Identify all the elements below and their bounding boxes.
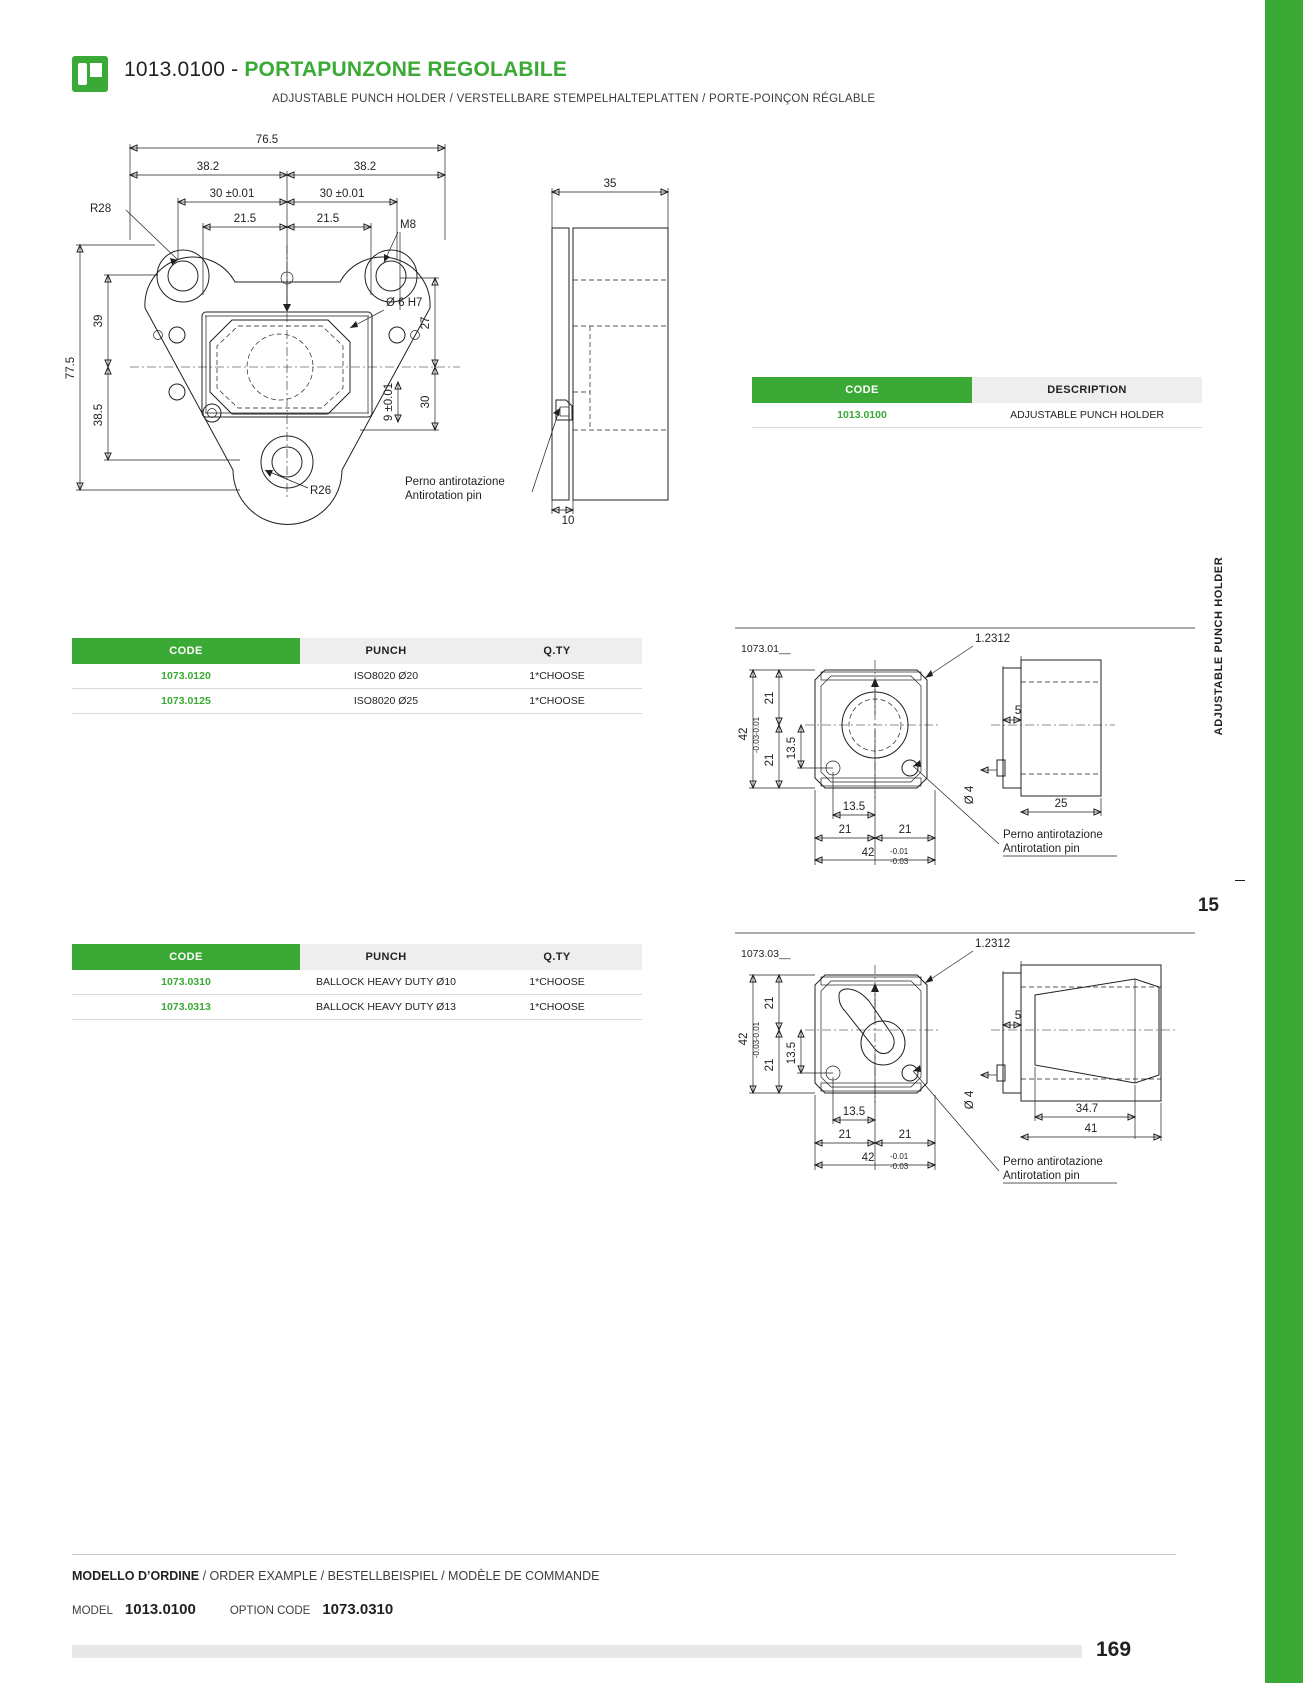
detail2-dim-21-bl: 21 [838, 1129, 852, 1141]
side-green-band [1265, 0, 1303, 1683]
side-divider [1235, 880, 1245, 881]
footer-order-example-it: MODELLO D’ORDINE [72, 1569, 200, 1583]
detail2-dim-length-inner: 34.7 [1075, 1103, 1099, 1115]
page-title-code: 1013.0100 - [124, 58, 245, 81]
punch1-row0-qty: 1*CHOOSE [472, 664, 642, 689]
page-title-name: PORTAPUNZONE REGOLABILE [244, 58, 568, 81]
footer-order-example [72, 1569, 599, 1583]
detail1-tol-dn-left: -0.03 [752, 734, 761, 754]
detail2-dim-length-total: 41 [1084, 1123, 1098, 1135]
detail2-dim-21-bottom: 21 [764, 1058, 776, 1072]
dim-depth-30: 30 [420, 395, 432, 409]
dim-thread-m8: M8 [400, 219, 416, 231]
detail1-dim-length: 25 [1054, 798, 1068, 810]
page-subtitle: ADJUSTABLE PUNCH HOLDER / VERSTELLBARE STEMPELHALTEPLATTEN / PORTE-POINÇON RÉGLABLE [272, 93, 876, 105]
detail-drawing-2 [735, 925, 1205, 1225]
dim-overall-width: 76.5 [255, 134, 279, 146]
detail2-dim-corner: 1.2312 [975, 938, 1011, 950]
dim-radius-top: R28 [90, 203, 112, 215]
detail1-dim-42-bottom: 42 [861, 847, 875, 859]
detail2-dim-135-left: 13.5 [786, 1041, 798, 1065]
detail2-tol-dn-left: -0.03 [752, 1039, 761, 1059]
detail1-tol-dn-bottom: -0.03 [890, 857, 909, 866]
desc-header-description: DESCRIPTION [972, 377, 1202, 403]
table-row [72, 689, 642, 714]
detail1-dim-step: 5 [1014, 705, 1022, 717]
dim-side-step: 10 [561, 515, 575, 527]
dim-height-upper: 39 [93, 314, 105, 328]
detail1-ref-code: 1073.01__ [741, 643, 791, 655]
dim-height-total: 77.5 [65, 356, 77, 380]
detail1-dim-pin-dia: Ø 4 [964, 785, 976, 805]
dim-depth-27: 27 [420, 316, 432, 330]
dim-tol-right: 30 ±0.01 [319, 188, 365, 200]
desc-cell-code: 1013.0100 [752, 403, 972, 428]
footer-model-line [72, 1601, 393, 1618]
main-drawing [60, 130, 720, 550]
dim-half-left: 38.2 [196, 161, 220, 173]
dim-pocket-tol: 9 ±0.01 [383, 382, 395, 422]
desc-header-code: CODE [752, 377, 972, 403]
detail2-dim-42-left: 42 [738, 1032, 750, 1046]
detail1-note-en: Antirotation pin [1003, 843, 1080, 855]
punch1-header-punch: PUNCH [300, 638, 472, 664]
punch-table-2 [72, 944, 642, 1020]
detail-drawing-1 [735, 620, 1205, 920]
punch1-row0-punch: ISO8020 Ø20 [300, 664, 472, 689]
punch1-row0-code: 1073.0120 [72, 664, 300, 689]
detail1-tol-up-left: -0.01 [752, 716, 761, 736]
punch1-header-code: CODE [72, 638, 300, 664]
footer-page-number: 169 [1096, 1638, 1132, 1661]
detail1-dim-21-bottom: 21 [764, 753, 776, 767]
punch2-header-code: CODE [72, 944, 300, 970]
footer-order-example-langs: / ORDER EXAMPLE / BESTELLBEISPIEL / MODÈLE DE COMMANDE [199, 1569, 600, 1583]
punch1-row1-code: 1073.0125 [72, 689, 300, 714]
punch2-row0-qty: 1*CHOOSE [472, 970, 642, 995]
table-row [752, 403, 1202, 428]
detail2-note-it: Perno antirotazione [1003, 1156, 1103, 1168]
page-title [124, 58, 567, 82]
detail2-dim-pin-dia: Ø 4 [964, 1090, 976, 1110]
description-table [752, 377, 1202, 428]
detail1-dim-135-left: 13.5 [786, 736, 798, 760]
punch2-header-qty: Q.TY [472, 944, 642, 970]
detail1-dim-21-br: 21 [898, 824, 912, 836]
table-row [72, 995, 642, 1020]
dim-inner-left: 21.5 [233, 213, 257, 225]
note-antirotation-en: Antirotation pin [405, 490, 482, 502]
footer-model-label: MODEL [72, 1605, 113, 1617]
desc-cell-description: ADJUSTABLE PUNCH HOLDER [972, 403, 1202, 428]
punch2-row1-qty: 1*CHOOSE [472, 995, 642, 1020]
note-antirotation-it: Perno antirotazione [405, 476, 505, 488]
footer-divider [72, 1554, 1176, 1555]
detail2-note-en: Antirotation pin [1003, 1170, 1080, 1182]
table-row [72, 970, 642, 995]
dim-hole-dia: Ø 6 H7 [386, 297, 423, 309]
detail2-dim-step: 5 [1014, 1010, 1022, 1022]
punch2-row1-code: 1073.0313 [72, 995, 300, 1020]
dim-inner-right: 21.5 [316, 213, 340, 225]
detail1-dim-21-top: 21 [764, 691, 776, 705]
dim-radius-bottom: R26 [310, 485, 332, 497]
detail1-dim-21-bl: 21 [838, 824, 852, 836]
detail2-dim-21-br: 21 [898, 1129, 912, 1141]
dim-side-width: 35 [603, 178, 617, 190]
punch2-row0-punch: BALLOCK HEAVY DUTY Ø10 [300, 970, 472, 995]
detail2-tol-up-left: -0.01 [752, 1021, 761, 1041]
square-logo-icon [72, 56, 108, 92]
detail1-dim-135-bottom: 13.5 [842, 801, 866, 813]
detail2-dim-135-bottom: 13.5 [842, 1106, 866, 1118]
punch2-row0-code: 1073.0310 [72, 970, 300, 995]
dim-height-lower: 38.5 [93, 403, 105, 427]
dim-tol-left: 30 ±0.01 [209, 188, 255, 200]
punch2-header-punch: PUNCH [300, 944, 472, 970]
footer-option-value: 1073.0310 [322, 1601, 394, 1618]
detail2-tol-up-bottom: -0.01 [890, 1152, 909, 1161]
detail2-ref-code: 1073.03__ [741, 948, 791, 960]
punch1-header-qty: Q.TY [472, 638, 642, 664]
detail1-dim-corner: 1.2312 [975, 633, 1011, 645]
detail2-tol-dn-bottom: -0.03 [890, 1162, 909, 1171]
table-row [72, 664, 642, 689]
dim-half-right: 38.2 [353, 161, 377, 173]
footer-model-value: 1013.0100 [124, 1601, 196, 1618]
punch1-row1-punch: ISO8020 Ø25 [300, 689, 472, 714]
detail2-dim-42-bottom: 42 [861, 1152, 875, 1164]
detail2-dim-21-top: 21 [764, 996, 776, 1010]
punch1-row1-qty: 1*CHOOSE [472, 689, 642, 714]
punch2-row1-punch: BALLOCK HEAVY DUTY Ø13 [300, 995, 472, 1020]
footer-option-label: OPTION CODE [229, 1605, 311, 1617]
detail1-tol-up-bottom: -0.01 [890, 847, 909, 856]
detail1-dim-42-left: 42 [738, 727, 750, 741]
footer-bar [72, 1645, 1082, 1658]
side-section-label: ADJUSTABLE PUNCH HOLDER [1213, 556, 1225, 736]
side-tab-number: 15 [1197, 895, 1219, 916]
punch-table-1 [72, 638, 642, 714]
detail1-note-it: Perno antirotazione [1003, 829, 1103, 841]
